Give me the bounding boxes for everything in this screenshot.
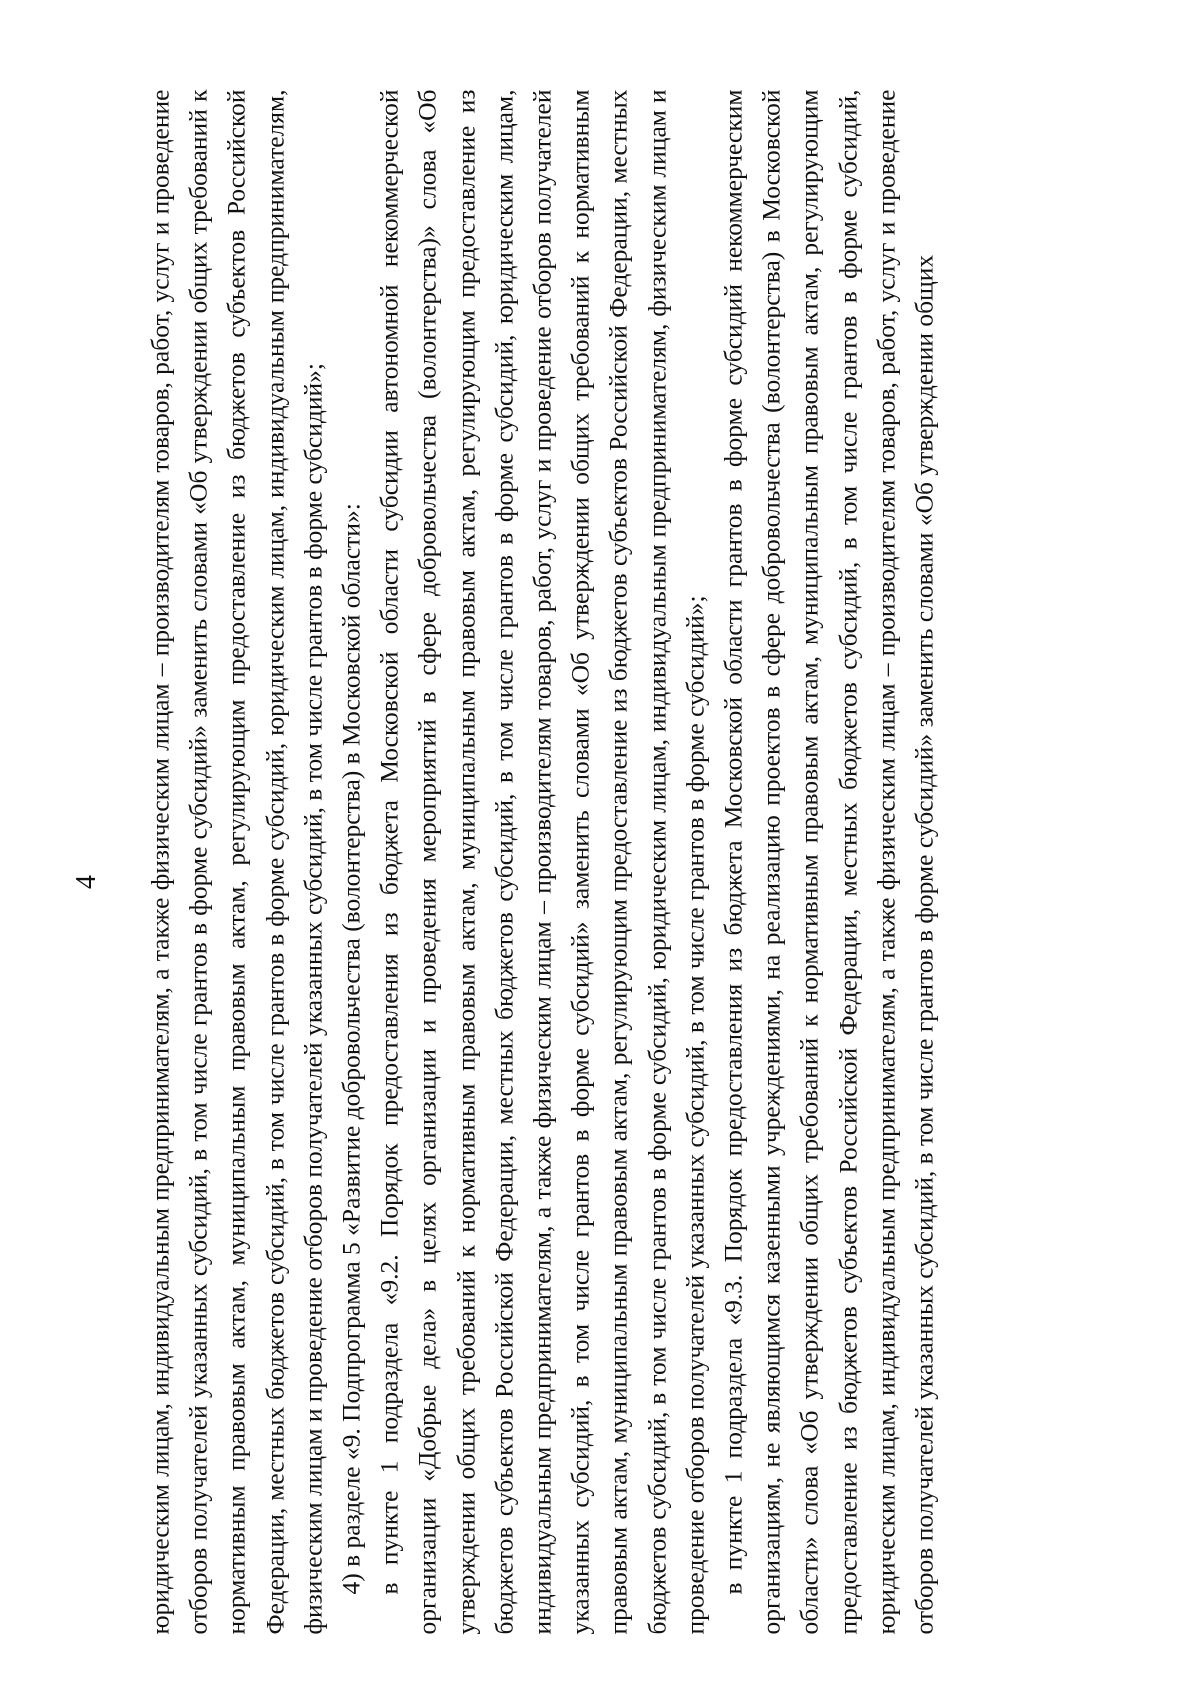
paragraph-subsection-9-3: в пункте 1 подраздела «9.3. Порядок предоставления из бюджета Московской области грантов в форме субсидий некоммерческим организациям, не являющимся казенными учреждениями, на реализацию проектов в сфере добровольчества (волонтерства) в Московской области» слова «Об утверждении общих требований к нормативным правовым актам, муниципальным правовым актам, регулирующим предоставление из бюджетов субъектов Российской Федерации, местных бюджетов субсидий, в том числе грантов в форме субсидий, юридическим лицам, индивидуальным предпринимателям, а также физическим лицам – производителям товаров, работ, услуг и проведение отборов получателей указанных субсидий, в том числе грантов в форме субсидий» заменить словами «Об утверждении общих bbox=[718, 89, 939, 1635]
page-number: 4 bbox=[71, 875, 102, 889]
paragraph-item-4: 4) в разделе «9. Подпрограмма 5 «Развитие добровольчества (волонтерства) в Московской области»: bbox=[336, 503, 366, 1595]
document-body bbox=[142, 89, 939, 1635]
paragraph-subsection-9-2: в пункте 1 подраздела «9.2. Порядок предоставления из бюджета Московской области субсидии автономной некоммерческой организации «Добрые дела» в целях организации и проведения мероприятий в сфере добровольчества (волонтерства)» слова «Об утверждении общих требований к нормативным правовым актам, муниципальным правовым актам, регулирующим предоставление из бюджетов субъектов Российской Федерации, местных бюджетов субсидий, в том числе грантов в форме субсидий, юридическим лицам, индивидуальным предпринимателям, а также физическим лицам – производителям товаров, работ, услуг и проведение отборов получателей указанных субсидий, в том числе грантов в форме субсидий» заменить словами «Об утверждении общих требований к нормативным правовым актам, муниципальным правовым актам, регулирующим предоставление из бюджетов субъектов Российской Федерации, местных бюджетов субсидий, в том числе грантов в форме субсидий, юридическим лицам, индивидуальным предпринимателям, физическим лицам и проведение отборов получателей указанных субсидий, в том числе грантов в форме субсидий»; bbox=[374, 89, 710, 1635]
paragraph-continuation: юридическим лицам, индивидуальным предпринимателям, а также физическим лицам – производителям товаров, работ, услуг и проведение отборов получателей указанных субсидий, в том числе грантов в форме субсидий» заменить словами «Об утверждении общих требований к нормативным правовым актам, муниципальным правовым актам, регулирующим предоставление из бюджетов субъектов Российской Федерации, местных бюджетов субсидий, в том числе грантов в форме субсидий, юридическим лицам, индивидуальным предпринимателям, физическим лицам и проведение отборов получателей указанных субсидий, в том числе грантов в форме субсидий»; bbox=[145, 89, 328, 1635]
